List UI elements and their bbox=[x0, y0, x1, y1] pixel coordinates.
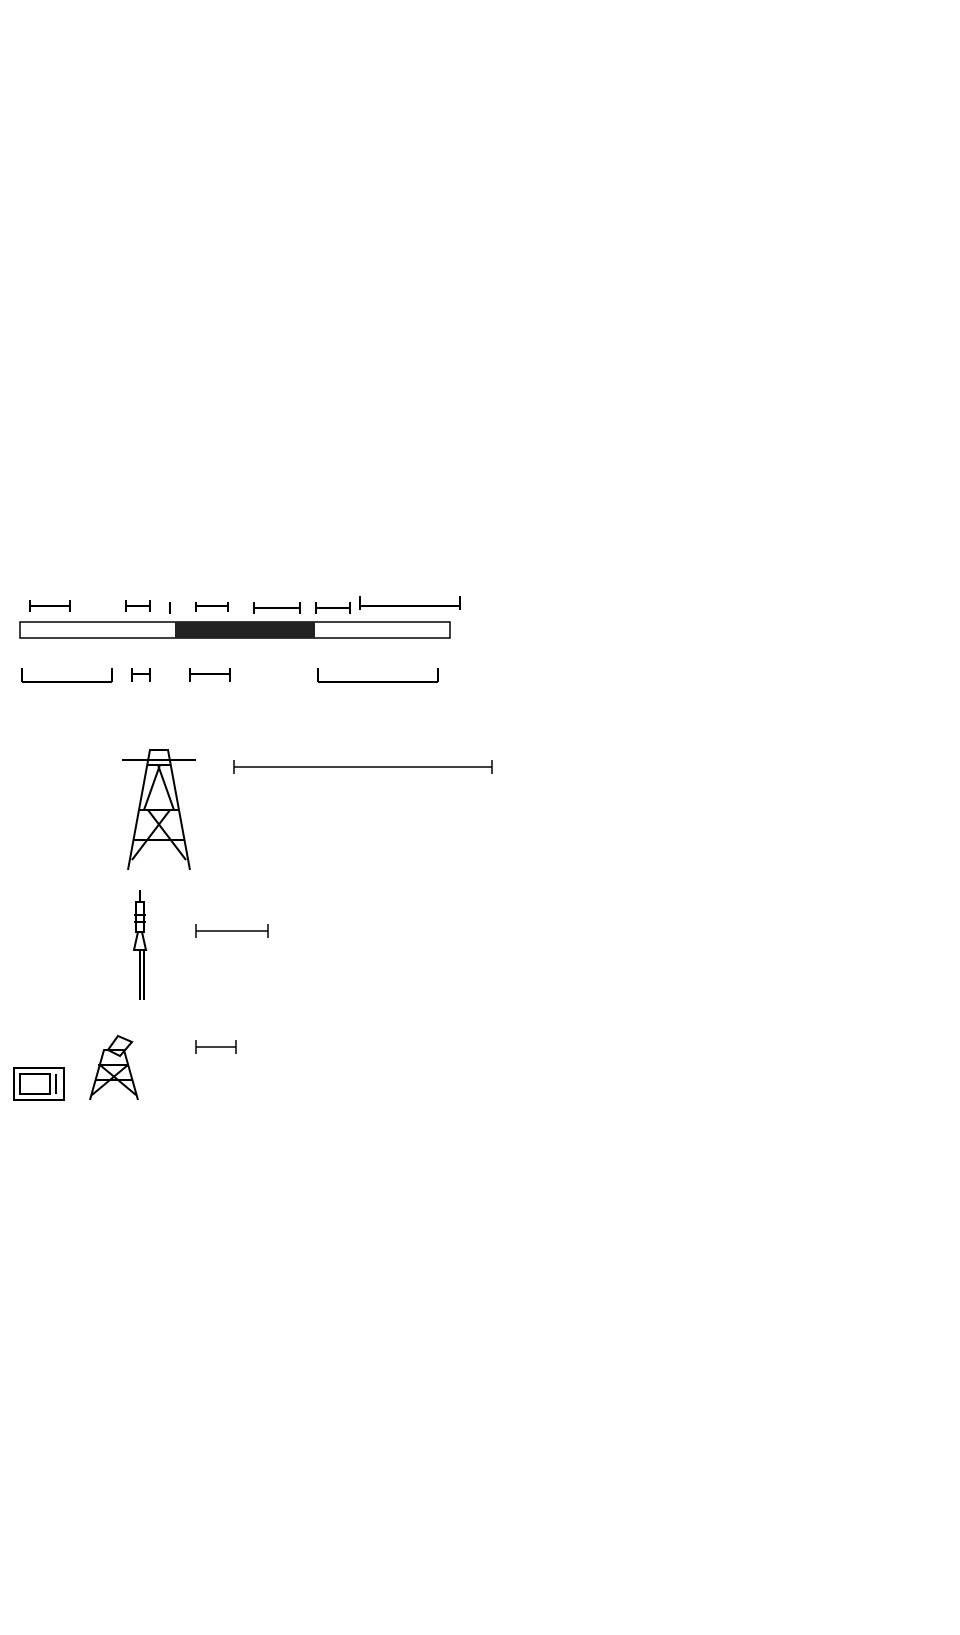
radar-tower-icon bbox=[90, 1036, 138, 1100]
tv-tower-icon bbox=[134, 890, 146, 1000]
microwave-oven-icon bbox=[14, 1068, 64, 1100]
section-heading bbox=[0, 0, 62, 25]
spectrum-brackets bbox=[30, 596, 460, 614]
pylon-icon bbox=[122, 750, 196, 870]
spectrum-figure bbox=[0, 560, 960, 1170]
spectrum-dense-band bbox=[175, 622, 315, 638]
